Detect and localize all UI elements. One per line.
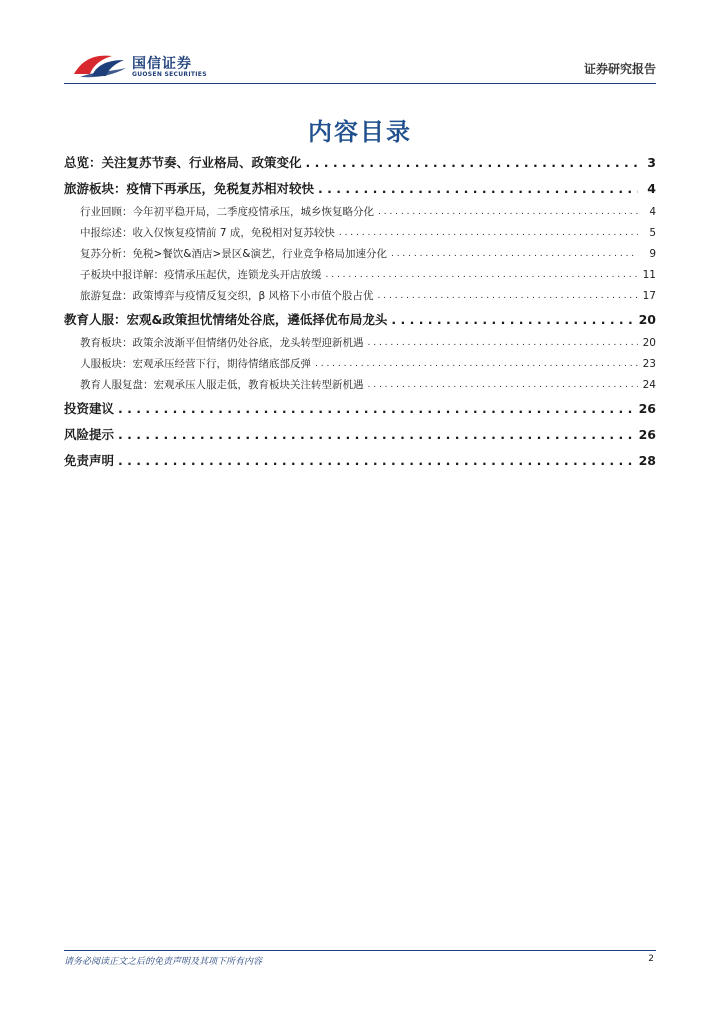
toc-entry-page: 17 <box>642 290 656 302</box>
toc-dot-leader <box>326 265 639 286</box>
guosen-logo-icon <box>72 50 128 80</box>
toc-dot-leader <box>118 422 635 448</box>
toc-entry-section[interactable] <box>64 150 656 176</box>
toc-entry-title: 人服板块：宏观承压经营下行，期待情绪底部反弹 <box>80 358 311 370</box>
toc-entry-section[interactable] <box>64 307 656 333</box>
toc-dot-leader <box>391 307 634 333</box>
toc-entry-title: 免责声明 <box>64 453 115 468</box>
toc-entry-page: 9 <box>649 248 656 260</box>
toc-dot-leader <box>306 150 638 176</box>
toc-entry-subsection[interactable] <box>64 354 656 375</box>
logo-chinese-name: 国信证券 <box>132 56 192 72</box>
toc-entry-section[interactable] <box>64 396 656 422</box>
toc-entry-title: 教育人服复盘：宏观承压人服走低，教育板块关注转型新机遇 <box>80 379 364 391</box>
toc-entry-subsection[interactable] <box>64 244 656 265</box>
table-of-contents <box>64 150 656 474</box>
toc-entry-subsection[interactable] <box>64 265 656 286</box>
toc-entry-title: 旅游复盘：政策博弈与疫情反复交织，β 风格下小市值个股占优 <box>80 290 374 302</box>
toc-entry-subsection[interactable] <box>64 333 656 354</box>
toc-entry-title: 子板块中报详解：疫情承压起伏，连锁龙头开店放缓 <box>80 269 322 281</box>
toc-dot-leader <box>315 354 638 375</box>
toc-entry-title: 中报综述：收入仅恢复疫情前 7 成，免税相对复苏较快 <box>80 227 335 239</box>
toc-entry-title: 投资建议 <box>64 401 115 416</box>
toc-entry-page: 23 <box>642 358 656 370</box>
toc-entry-page: 20 <box>642 337 656 349</box>
company-logo <box>72 50 232 80</box>
toc-entry-title: 总览：关注复苏节奏、行业格局、政策变化 <box>64 155 302 170</box>
toc-title: 内容目录 <box>308 118 412 146</box>
toc-entry-subsection[interactable] <box>64 223 656 244</box>
header-divider <box>64 83 656 84</box>
toc-entry-subsection[interactable] <box>64 202 656 223</box>
toc-dot-leader <box>391 244 638 265</box>
page-header <box>64 48 656 84</box>
toc-entry-subsection[interactable] <box>64 375 656 396</box>
toc-dot-leader <box>378 286 638 307</box>
toc-entry-section[interactable] <box>64 176 656 202</box>
toc-dot-leader <box>318 176 638 202</box>
page-number: 2 <box>648 954 654 964</box>
logo-english-name: GUOSEN SECURITIES <box>132 71 207 78</box>
report-type-label: 证券研究报告 <box>583 62 656 76</box>
toc-dot-leader <box>118 396 635 422</box>
toc-entry-page: 5 <box>649 227 656 239</box>
toc-entry-page: 28 <box>638 453 656 468</box>
toc-dot-leader <box>368 333 639 354</box>
toc-entry-page: 3 <box>647 155 656 170</box>
toc-entry-section[interactable] <box>64 448 656 474</box>
toc-entry-page: 26 <box>638 427 656 442</box>
footer-divider <box>64 950 656 951</box>
toc-entry-section[interactable] <box>64 422 656 448</box>
toc-entry-page: 11 <box>642 269 656 281</box>
toc-entry-page: 26 <box>638 401 656 416</box>
toc-entry-page: 4 <box>647 181 656 196</box>
toc-dot-leader <box>339 223 638 244</box>
toc-entry-title: 风险提示 <box>64 427 115 442</box>
toc-entry-subsection[interactable] <box>64 286 656 307</box>
toc-entry-page: 20 <box>638 312 656 327</box>
toc-entry-title: 教育板块：政策余波渐平但情绪仍处谷底，龙头转型迎新机遇 <box>80 337 364 349</box>
toc-dot-leader <box>378 202 638 223</box>
toc-dot-leader <box>118 448 635 474</box>
disclaimer-note: 请务必阅读正文之后的免责声明及其项下所有内容 <box>64 957 263 967</box>
toc-dot-leader <box>368 375 639 396</box>
toc-entry-title: 教育人服：宏观&政策担忧情绪处谷底，遴低择优布局龙头 <box>64 312 388 327</box>
toc-entry-page: 24 <box>642 379 656 391</box>
toc-entry-title: 复苏分析：免税>餐饮&酒店>景区&演艺，行业竞争格局加速分化 <box>80 248 387 260</box>
toc-entry-page: 4 <box>649 206 656 218</box>
toc-entry-title: 行业回顾：今年初平稳开局，二季度疫情承压，城乡恢复略分化 <box>80 206 374 218</box>
toc-entry-title: 旅游板块：疫情下再承压，免税复苏相对较快 <box>64 181 315 196</box>
